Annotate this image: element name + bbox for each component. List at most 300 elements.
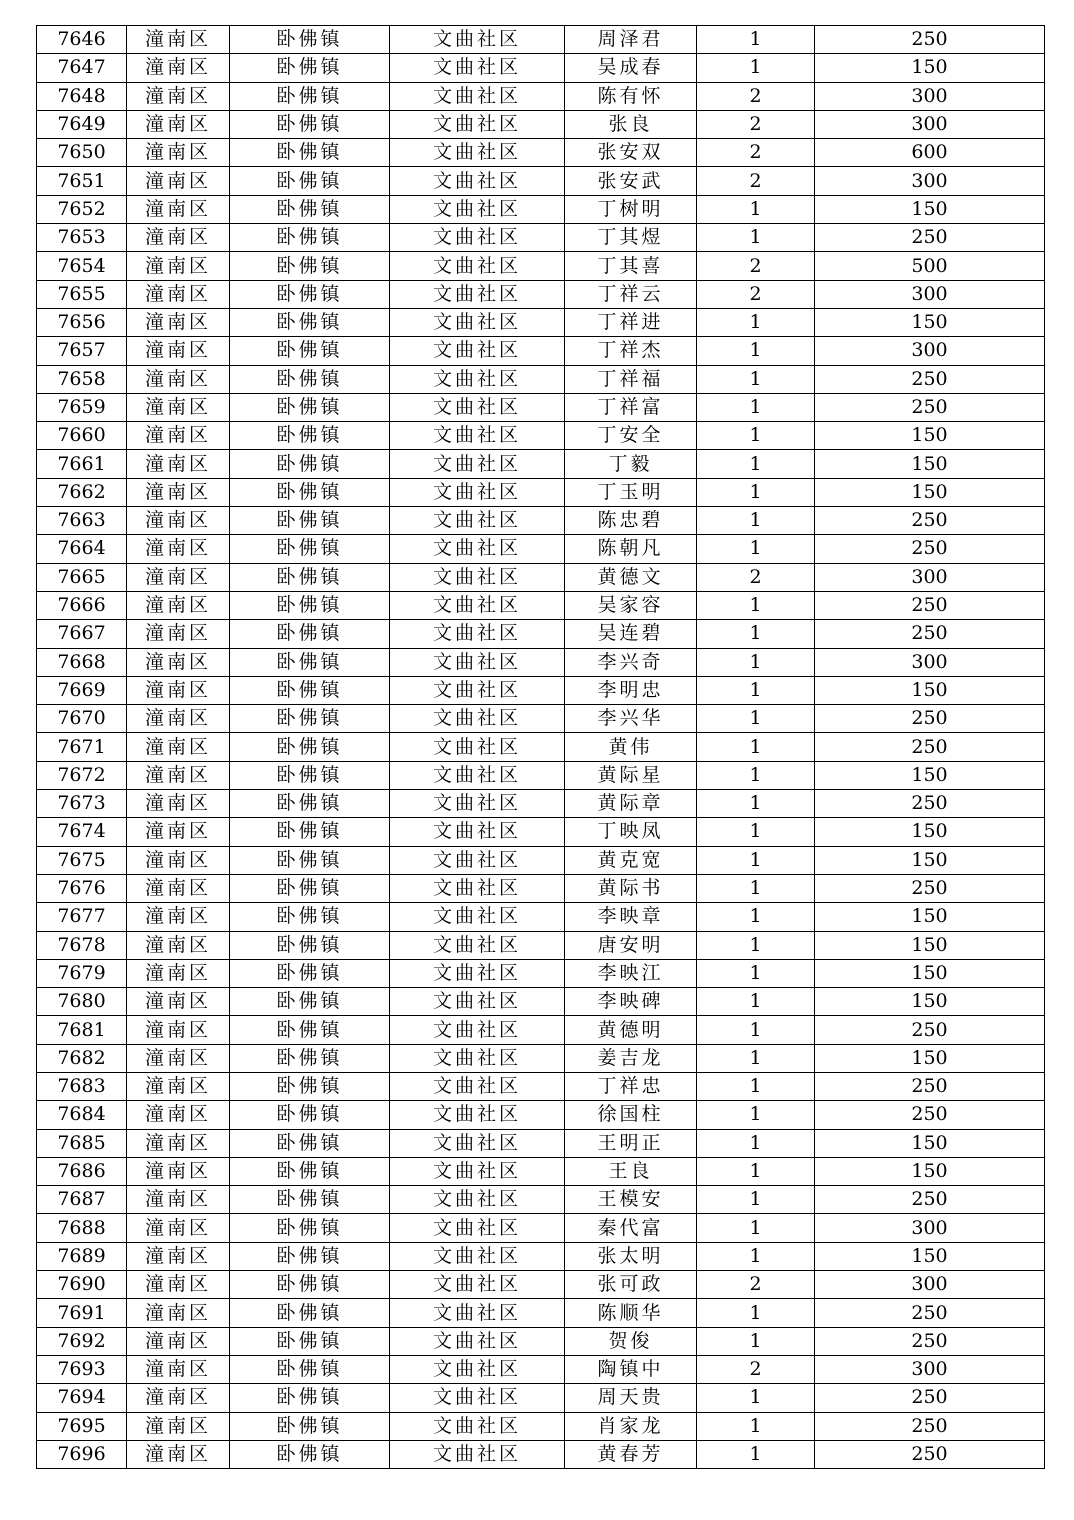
household-size-cell: 1 <box>697 846 815 874</box>
amount-cell: 250 <box>815 620 1045 648</box>
amount-cell: 150 <box>815 450 1045 478</box>
amount-cell: 150 <box>815 818 1045 846</box>
town-cell: 卧佛镇 <box>230 1299 390 1327</box>
household-size-cell: 1 <box>697 224 815 252</box>
amount-cell: 150 <box>815 308 1045 336</box>
town-cell: 卧佛镇 <box>230 337 390 365</box>
town-cell: 卧佛镇 <box>230 393 390 421</box>
community-cell: 文曲社区 <box>390 1440 565 1468</box>
amount-cell: 300 <box>815 648 1045 676</box>
district-cell: 潼南区 <box>127 591 230 619</box>
table-row <box>37 26 1045 54</box>
household-size-cell: 1 <box>697 903 815 931</box>
household-size-cell: 1 <box>697 1327 815 1355</box>
household-size-cell: 2 <box>697 280 815 308</box>
serial-number-cell: 7666 <box>37 591 127 619</box>
serial-number-cell: 7661 <box>37 450 127 478</box>
serial-number-cell: 7679 <box>37 959 127 987</box>
table-body <box>37 26 1045 1469</box>
name-cell: 张安武 <box>565 167 697 195</box>
household-size-cell: 2 <box>697 563 815 591</box>
town-cell: 卧佛镇 <box>230 648 390 676</box>
name-cell: 丁其煜 <box>565 224 697 252</box>
town-cell: 卧佛镇 <box>230 1271 390 1299</box>
community-cell: 文曲社区 <box>390 1129 565 1157</box>
town-cell: 卧佛镇 <box>230 1355 390 1383</box>
town-cell: 卧佛镇 <box>230 252 390 280</box>
table-row <box>37 988 1045 1016</box>
serial-number-cell: 7665 <box>37 563 127 591</box>
town-cell: 卧佛镇 <box>230 790 390 818</box>
household-size-cell: 1 <box>697 733 815 761</box>
community-cell: 文曲社区 <box>390 507 565 535</box>
serial-number-cell: 7683 <box>37 1072 127 1100</box>
district-cell: 潼南区 <box>127 874 230 902</box>
amount-cell: 250 <box>815 1412 1045 1440</box>
table-row <box>37 1214 1045 1242</box>
amount-cell: 250 <box>815 535 1045 563</box>
district-cell: 潼南区 <box>127 733 230 761</box>
community-cell: 文曲社区 <box>390 790 565 818</box>
name-cell: 黄际星 <box>565 761 697 789</box>
household-size-cell: 1 <box>697 790 815 818</box>
community-cell: 文曲社区 <box>390 874 565 902</box>
household-size-cell: 1 <box>697 478 815 506</box>
table-row <box>37 903 1045 931</box>
community-cell: 文曲社区 <box>390 450 565 478</box>
town-cell: 卧佛镇 <box>230 874 390 902</box>
name-cell: 黄际书 <box>565 874 697 902</box>
district-cell: 潼南区 <box>127 676 230 704</box>
table-row <box>37 1016 1045 1044</box>
amount-cell: 300 <box>815 1214 1045 1242</box>
serial-number-cell: 7681 <box>37 1016 127 1044</box>
household-size-cell: 1 <box>697 1384 815 1412</box>
district-cell: 潼南区 <box>127 818 230 846</box>
district-cell: 潼南区 <box>127 54 230 82</box>
name-cell: 丁玉明 <box>565 478 697 506</box>
community-cell: 文曲社区 <box>390 591 565 619</box>
district-cell: 潼南区 <box>127 1242 230 1270</box>
amount-cell: 300 <box>815 82 1045 110</box>
district-cell: 潼南区 <box>127 1440 230 1468</box>
town-cell: 卧佛镇 <box>230 1214 390 1242</box>
table-row <box>37 1044 1045 1072</box>
household-size-cell: 2 <box>697 167 815 195</box>
amount-cell: 250 <box>815 790 1045 818</box>
serial-number-cell: 7674 <box>37 818 127 846</box>
amount-cell: 150 <box>815 959 1045 987</box>
table-row <box>37 478 1045 506</box>
amount-cell: 250 <box>815 1016 1045 1044</box>
household-size-cell: 2 <box>697 139 815 167</box>
community-cell: 文曲社区 <box>390 167 565 195</box>
table-row <box>37 139 1045 167</box>
household-size-cell: 1 <box>697 337 815 365</box>
name-cell: 徐国柱 <box>565 1101 697 1129</box>
amount-cell: 250 <box>815 1299 1045 1327</box>
community-cell: 文曲社区 <box>390 1101 565 1129</box>
district-cell: 潼南区 <box>127 648 230 676</box>
table-row <box>37 1299 1045 1327</box>
community-cell: 文曲社区 <box>390 620 565 648</box>
table-row <box>37 846 1045 874</box>
district-cell: 潼南区 <box>127 931 230 959</box>
table-row <box>37 1384 1045 1412</box>
community-cell: 文曲社区 <box>390 252 565 280</box>
household-size-cell: 1 <box>697 535 815 563</box>
community-cell: 文曲社区 <box>390 563 565 591</box>
town-cell: 卧佛镇 <box>230 110 390 138</box>
community-cell: 文曲社区 <box>390 988 565 1016</box>
name-cell: 丁其喜 <box>565 252 697 280</box>
name-cell: 李映江 <box>565 959 697 987</box>
table-row <box>37 1072 1045 1100</box>
community-cell: 文曲社区 <box>390 1242 565 1270</box>
serial-number-cell: 7685 <box>37 1129 127 1157</box>
community-cell: 文曲社区 <box>390 308 565 336</box>
town-cell: 卧佛镇 <box>230 818 390 846</box>
household-size-cell: 1 <box>697 1186 815 1214</box>
community-cell: 文曲社区 <box>390 110 565 138</box>
amount-cell: 150 <box>815 846 1045 874</box>
amount-cell: 300 <box>815 337 1045 365</box>
amount-cell: 500 <box>815 252 1045 280</box>
household-size-cell: 1 <box>697 818 815 846</box>
serial-number-cell: 7695 <box>37 1412 127 1440</box>
name-cell: 丁祥忠 <box>565 1072 697 1100</box>
community-cell: 文曲社区 <box>390 422 565 450</box>
district-cell: 潼南区 <box>127 365 230 393</box>
amount-cell: 150 <box>815 478 1045 506</box>
household-size-cell: 1 <box>697 676 815 704</box>
community-cell: 文曲社区 <box>390 903 565 931</box>
district-cell: 潼南区 <box>127 450 230 478</box>
town-cell: 卧佛镇 <box>230 620 390 648</box>
table-row <box>37 280 1045 308</box>
town-cell: 卧佛镇 <box>230 988 390 1016</box>
amount-cell: 300 <box>815 1355 1045 1383</box>
town-cell: 卧佛镇 <box>230 280 390 308</box>
district-cell: 潼南区 <box>127 620 230 648</box>
name-cell: 丁祥福 <box>565 365 697 393</box>
household-size-cell: 1 <box>697 365 815 393</box>
name-cell: 王良 <box>565 1157 697 1185</box>
roster-table <box>36 25 1045 1469</box>
table-row <box>37 874 1045 902</box>
community-cell: 文曲社区 <box>390 82 565 110</box>
community-cell: 文曲社区 <box>390 648 565 676</box>
town-cell: 卧佛镇 <box>230 931 390 959</box>
household-size-cell: 1 <box>697 1214 815 1242</box>
town-cell: 卧佛镇 <box>230 507 390 535</box>
district-cell: 潼南区 <box>127 280 230 308</box>
serial-number-cell: 7693 <box>37 1355 127 1383</box>
district-cell: 潼南区 <box>127 846 230 874</box>
district-cell: 潼南区 <box>127 1016 230 1044</box>
district-cell: 潼南区 <box>127 1355 230 1383</box>
amount-cell: 250 <box>815 224 1045 252</box>
town-cell: 卧佛镇 <box>230 54 390 82</box>
town-cell: 卧佛镇 <box>230 365 390 393</box>
serial-number-cell: 7676 <box>37 874 127 902</box>
serial-number-cell: 7680 <box>37 988 127 1016</box>
amount-cell: 250 <box>815 26 1045 54</box>
district-cell: 潼南区 <box>127 167 230 195</box>
serial-number-cell: 7671 <box>37 733 127 761</box>
community-cell: 文曲社区 <box>390 54 565 82</box>
town-cell: 卧佛镇 <box>230 1101 390 1129</box>
community-cell: 文曲社区 <box>390 26 565 54</box>
serial-number-cell: 7651 <box>37 167 127 195</box>
town-cell: 卧佛镇 <box>230 422 390 450</box>
community-cell: 文曲社区 <box>390 1044 565 1072</box>
household-size-cell: 2 <box>697 1355 815 1383</box>
town-cell: 卧佛镇 <box>230 1186 390 1214</box>
household-size-cell: 1 <box>697 1412 815 1440</box>
district-cell: 潼南区 <box>127 1157 230 1185</box>
table-row <box>37 620 1045 648</box>
town-cell: 卧佛镇 <box>230 959 390 987</box>
amount-cell: 600 <box>815 139 1045 167</box>
community-cell: 文曲社区 <box>390 1384 565 1412</box>
table-row <box>37 450 1045 478</box>
household-size-cell: 2 <box>697 1271 815 1299</box>
table-row <box>37 54 1045 82</box>
serial-number-cell: 7667 <box>37 620 127 648</box>
household-size-cell: 1 <box>697 591 815 619</box>
community-cell: 文曲社区 <box>390 478 565 506</box>
serial-number-cell: 7692 <box>37 1327 127 1355</box>
serial-number-cell: 7647 <box>37 54 127 82</box>
household-size-cell: 1 <box>697 422 815 450</box>
district-cell: 潼南区 <box>127 563 230 591</box>
household-size-cell: 1 <box>697 308 815 336</box>
serial-number-cell: 7648 <box>37 82 127 110</box>
town-cell: 卧佛镇 <box>230 903 390 931</box>
name-cell: 陈朝凡 <box>565 535 697 563</box>
name-cell: 王明正 <box>565 1129 697 1157</box>
household-size-cell: 1 <box>697 1129 815 1157</box>
table-row <box>37 252 1045 280</box>
district-cell: 潼南区 <box>127 761 230 789</box>
serial-number-cell: 7655 <box>37 280 127 308</box>
table-row <box>37 959 1045 987</box>
district-cell: 潼南区 <box>127 478 230 506</box>
town-cell: 卧佛镇 <box>230 1384 390 1412</box>
serial-number-cell: 7657 <box>37 337 127 365</box>
name-cell: 李映碑 <box>565 988 697 1016</box>
district-cell: 潼南区 <box>127 507 230 535</box>
district-cell: 潼南区 <box>127 308 230 336</box>
town-cell: 卧佛镇 <box>230 1044 390 1072</box>
serial-number-cell: 7659 <box>37 393 127 421</box>
table-row <box>37 167 1045 195</box>
amount-cell: 300 <box>815 167 1045 195</box>
table-row <box>37 818 1045 846</box>
serial-number-cell: 7673 <box>37 790 127 818</box>
household-size-cell: 1 <box>697 393 815 421</box>
district-cell: 潼南区 <box>127 26 230 54</box>
town-cell: 卧佛镇 <box>230 1412 390 1440</box>
serial-number-cell: 7688 <box>37 1214 127 1242</box>
household-size-cell: 1 <box>697 874 815 902</box>
table-row <box>37 648 1045 676</box>
name-cell: 周泽君 <box>565 26 697 54</box>
town-cell: 卧佛镇 <box>230 82 390 110</box>
household-size-cell: 1 <box>697 195 815 223</box>
town-cell: 卧佛镇 <box>230 26 390 54</box>
district-cell: 潼南区 <box>127 422 230 450</box>
serial-number-cell: 7696 <box>37 1440 127 1468</box>
community-cell: 文曲社区 <box>390 1186 565 1214</box>
household-size-cell: 1 <box>697 450 815 478</box>
community-cell: 文曲社区 <box>390 337 565 365</box>
table-row <box>37 1440 1045 1468</box>
amount-cell: 300 <box>815 280 1045 308</box>
household-size-cell: 1 <box>697 931 815 959</box>
table-row <box>37 1157 1045 1185</box>
amount-cell: 250 <box>815 1384 1045 1412</box>
amount-cell: 150 <box>815 931 1045 959</box>
table-row <box>37 337 1045 365</box>
amount-cell: 250 <box>815 507 1045 535</box>
community-cell: 文曲社区 <box>390 280 565 308</box>
town-cell: 卧佛镇 <box>230 139 390 167</box>
name-cell: 黄克宽 <box>565 846 697 874</box>
name-cell: 张可政 <box>565 1271 697 1299</box>
name-cell: 丁树明 <box>565 195 697 223</box>
name-cell: 周天贵 <box>565 1384 697 1412</box>
community-cell: 文曲社区 <box>390 1072 565 1100</box>
district-cell: 潼南区 <box>127 1129 230 1157</box>
amount-cell: 250 <box>815 733 1045 761</box>
name-cell: 丁祥进 <box>565 308 697 336</box>
name-cell: 黄春芳 <box>565 1440 697 1468</box>
amount-cell: 150 <box>815 903 1045 931</box>
district-cell: 潼南区 <box>127 1299 230 1327</box>
table-row <box>37 393 1045 421</box>
community-cell: 文曲社区 <box>390 1016 565 1044</box>
district-cell: 潼南区 <box>127 82 230 110</box>
household-size-cell: 2 <box>697 110 815 138</box>
table-row <box>37 1242 1045 1270</box>
serial-number-cell: 7654 <box>37 252 127 280</box>
table-row <box>37 931 1045 959</box>
community-cell: 文曲社区 <box>390 139 565 167</box>
amount-cell: 150 <box>815 422 1045 450</box>
town-cell: 卧佛镇 <box>230 733 390 761</box>
serial-number-cell: 7662 <box>37 478 127 506</box>
household-size-cell: 1 <box>697 648 815 676</box>
amount-cell: 250 <box>815 393 1045 421</box>
household-size-cell: 1 <box>697 1299 815 1327</box>
name-cell: 吴连碧 <box>565 620 697 648</box>
district-cell: 潼南区 <box>127 110 230 138</box>
table-row <box>37 733 1045 761</box>
serial-number-cell: 7669 <box>37 676 127 704</box>
amount-cell: 250 <box>815 1186 1045 1214</box>
name-cell: 黄伟 <box>565 733 697 761</box>
name-cell: 李兴华 <box>565 705 697 733</box>
name-cell: 黄德文 <box>565 563 697 591</box>
table-row <box>37 761 1045 789</box>
table-row <box>37 535 1045 563</box>
district-cell: 潼南区 <box>127 1214 230 1242</box>
serial-number-cell: 7656 <box>37 308 127 336</box>
household-size-cell: 1 <box>697 620 815 648</box>
household-size-cell: 1 <box>697 26 815 54</box>
household-size-cell: 1 <box>697 959 815 987</box>
town-cell: 卧佛镇 <box>230 224 390 252</box>
name-cell: 丁祥富 <box>565 393 697 421</box>
household-size-cell: 1 <box>697 1157 815 1185</box>
district-cell: 潼南区 <box>127 959 230 987</box>
table-row <box>37 1101 1045 1129</box>
town-cell: 卧佛镇 <box>230 705 390 733</box>
town-cell: 卧佛镇 <box>230 846 390 874</box>
community-cell: 文曲社区 <box>390 1327 565 1355</box>
name-cell: 唐安明 <box>565 931 697 959</box>
amount-cell: 150 <box>815 54 1045 82</box>
town-cell: 卧佛镇 <box>230 1440 390 1468</box>
serial-number-cell: 7690 <box>37 1271 127 1299</box>
table-row <box>37 1271 1045 1299</box>
household-size-cell: 1 <box>697 1072 815 1100</box>
household-size-cell: 1 <box>697 705 815 733</box>
table-row <box>37 591 1045 619</box>
household-size-cell: 2 <box>697 252 815 280</box>
serial-number-cell: 7646 <box>37 26 127 54</box>
table-row <box>37 110 1045 138</box>
amount-cell: 250 <box>815 705 1045 733</box>
name-cell: 秦代富 <box>565 1214 697 1242</box>
serial-number-cell: 7653 <box>37 224 127 252</box>
town-cell: 卧佛镇 <box>230 1327 390 1355</box>
town-cell: 卧佛镇 <box>230 167 390 195</box>
table-row <box>37 82 1045 110</box>
serial-number-cell: 7682 <box>37 1044 127 1072</box>
table-row <box>37 1412 1045 1440</box>
name-cell: 吴成春 <box>565 54 697 82</box>
serial-number-cell: 7660 <box>37 422 127 450</box>
amount-cell: 250 <box>815 1101 1045 1129</box>
town-cell: 卧佛镇 <box>230 1242 390 1270</box>
name-cell: 丁映凤 <box>565 818 697 846</box>
district-cell: 潼南区 <box>127 903 230 931</box>
amount-cell: 250 <box>815 1072 1045 1100</box>
district-cell: 潼南区 <box>127 1412 230 1440</box>
name-cell: 李明忠 <box>565 676 697 704</box>
table-row <box>37 1129 1045 1157</box>
serial-number-cell: 7672 <box>37 761 127 789</box>
district-cell: 潼南区 <box>127 139 230 167</box>
serial-number-cell: 7691 <box>37 1299 127 1327</box>
town-cell: 卧佛镇 <box>230 563 390 591</box>
community-cell: 文曲社区 <box>390 705 565 733</box>
town-cell: 卧佛镇 <box>230 676 390 704</box>
table-row <box>37 563 1045 591</box>
district-cell: 潼南区 <box>127 224 230 252</box>
amount-cell: 150 <box>815 988 1045 1016</box>
name-cell: 张安双 <box>565 139 697 167</box>
community-cell: 文曲社区 <box>390 959 565 987</box>
table-row <box>37 308 1045 336</box>
serial-number-cell: 7687 <box>37 1186 127 1214</box>
amount-cell: 150 <box>815 761 1045 789</box>
serial-number-cell: 7689 <box>37 1242 127 1270</box>
table-row <box>37 676 1045 704</box>
